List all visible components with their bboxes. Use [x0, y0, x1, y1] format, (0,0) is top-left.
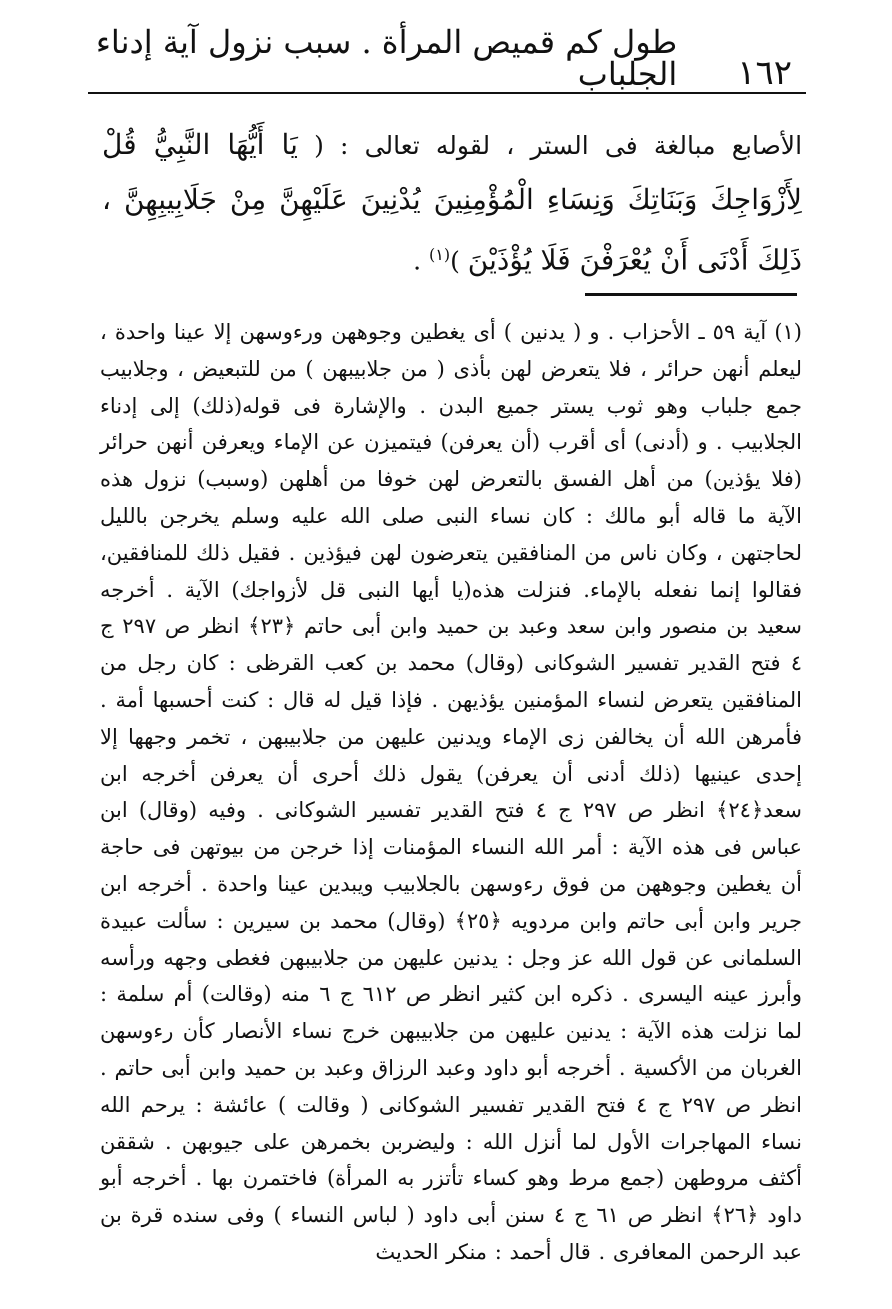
footnote-separator — [585, 293, 797, 296]
quran-verse: يَا أَيُّهَا النَّبِيُّ قُلْ لِأَزْوَاجِكَ وَبَنَاتِكَ وَنِسَاءِ الْمُؤْمِنِينَ يُدْنِينَ عَلَيْهِنَّ مِنْ جَلَابِيبِهِنَّ ، ذَلِكَ أَدْنَى أَنْ يُعْرَفْنَ فَلَا يُؤْذَيْنَ — [102, 128, 802, 277]
main-intro: الأصابع مبالغة فى الستر ، لقوله تعالى : ( — [314, 131, 803, 160]
header-rule — [88, 92, 806, 94]
footnote-reference: (١) — [428, 245, 451, 264]
page-header — [88, 23, 806, 93]
main-end: . — [413, 246, 429, 276]
running-title: طول كم قميص المرأة . سبب نزول آية إدناء الجلباب — [95, 23, 678, 93]
verse-close: ) — [450, 246, 460, 276]
footnote-text: (١) آية ٥٩ ـ الأحزاب . و ( يدنين ) أى يغطين وجوههن ورءوسهن إلا عينا واحدة ، ليعلم أنهن حرائر ، فلا يتعرض لهن بأذى ( من جلابيبهن ) من للتبعيض ، وجلابيب جمع جلباب وهو ثوب يستر جميع البدن . والإشارة فى قوله(ذلك) إلى إدناء الجلابيب . و (أدنى) أى أقرب (أن يعرفن) فيتميزن عن الإماء ويعرفن أنهن حرائر (فلا يؤذين) من أهل الفسق بالتعرض لهن خوفا من أهلهن (وسبب) نزول هذه الآية ما قاله أبو مالك : كان نساء النبى صلى الله عليه وسلم يخرجن بالليل لحاجتهن ، وكان ناس من المنافقين يتعرضون لهن فيؤذين . فقيل ذلك للمنافقين، فقالوا إنما نفعله بالإماء. فنزلت هذه(يا أيها النبى قل لأزواجك) الآية . أخرجه سعيد بن منصور وابن سعد وعبد بن حميد وابن أبى حاتم ﴿٢٣﴾ انظر ص ٢٩٧ ج ٤ فتح القدير تفسير الشوكانى (وقال) محمد بن كعب القرظى : كان رجل من المنافقين يتعرض لنساء المؤمنين يؤذيهن . فإذا قيل له قال : كنت أحسبها أمة . فأمرهن الله أن يخالفن زى الإماء ويدنين عليهن من جلابيبهن ، تخمر وجهها إلا إحدى عينيها (ذلك أدنى أن يعرفن) يقول ذلك أحرى أن يعرفن أخرجه ابن سعد﴿٢٤﴾ انظر ص ٢٩٧ ج ٤ فتح القدير تفسير الشوكانى . وفيه (وقال) ابن عباس فى هذه الآية : أمر الله النساء المؤمنات إذا خرجن من بيوتهن فى حاجة أن يغطين وجوههن من فوق رءوسهن بالجلابيب ويبدين عينا واحدة . أخرجه ابن جرير وابن أبى حاتم وابن مردويه ﴿٢٥﴾ (وقال) محمد بن سيرين : سألت عبيدة السلمانى عن قول الله عز وجل : يدنين عليهن من جلابيبهن فغطى وجهه ورأسه وأبرز عينه اليسرى . ذكره ابن كثير انظر ص ٦١٢ ج ٦ منه (وقالت) أم سلمة : لما نزلت هذه الآية : يدنين عليهن من جلابيبهن خرج نساء الأنصار كأن رءوسهن الغربان من الأكسية . أخرجه أبو داود وعبد الرزاق وعبد بن حميد وابن أبى حاتم . انظر ص ٢٩٧ ج ٤ فتح القدير تفسير الشوكانى ( وقالت ) عائشة : يرحم الله نساء المهاجرات الأول لما أنزل الله : وليضربن بخمرهن على جيوبهن . شققن أكثف مروطهن (جمع مرط وهو كساء تأتزر به المرأة) فاختمرن بها . أخرجه أبو داود ﴿٢٦﴾ انظر ص ٦١ ج ٤ سنن أبى داود ( لباس النساء ) وفى سنده قرة بن عبد الرحمن المعافرى . قال أحمد : منكر الحديث — [100, 320, 803, 1264]
main-text — [102, 118, 802, 288]
page-number: ١٦٢ — [737, 53, 792, 93]
